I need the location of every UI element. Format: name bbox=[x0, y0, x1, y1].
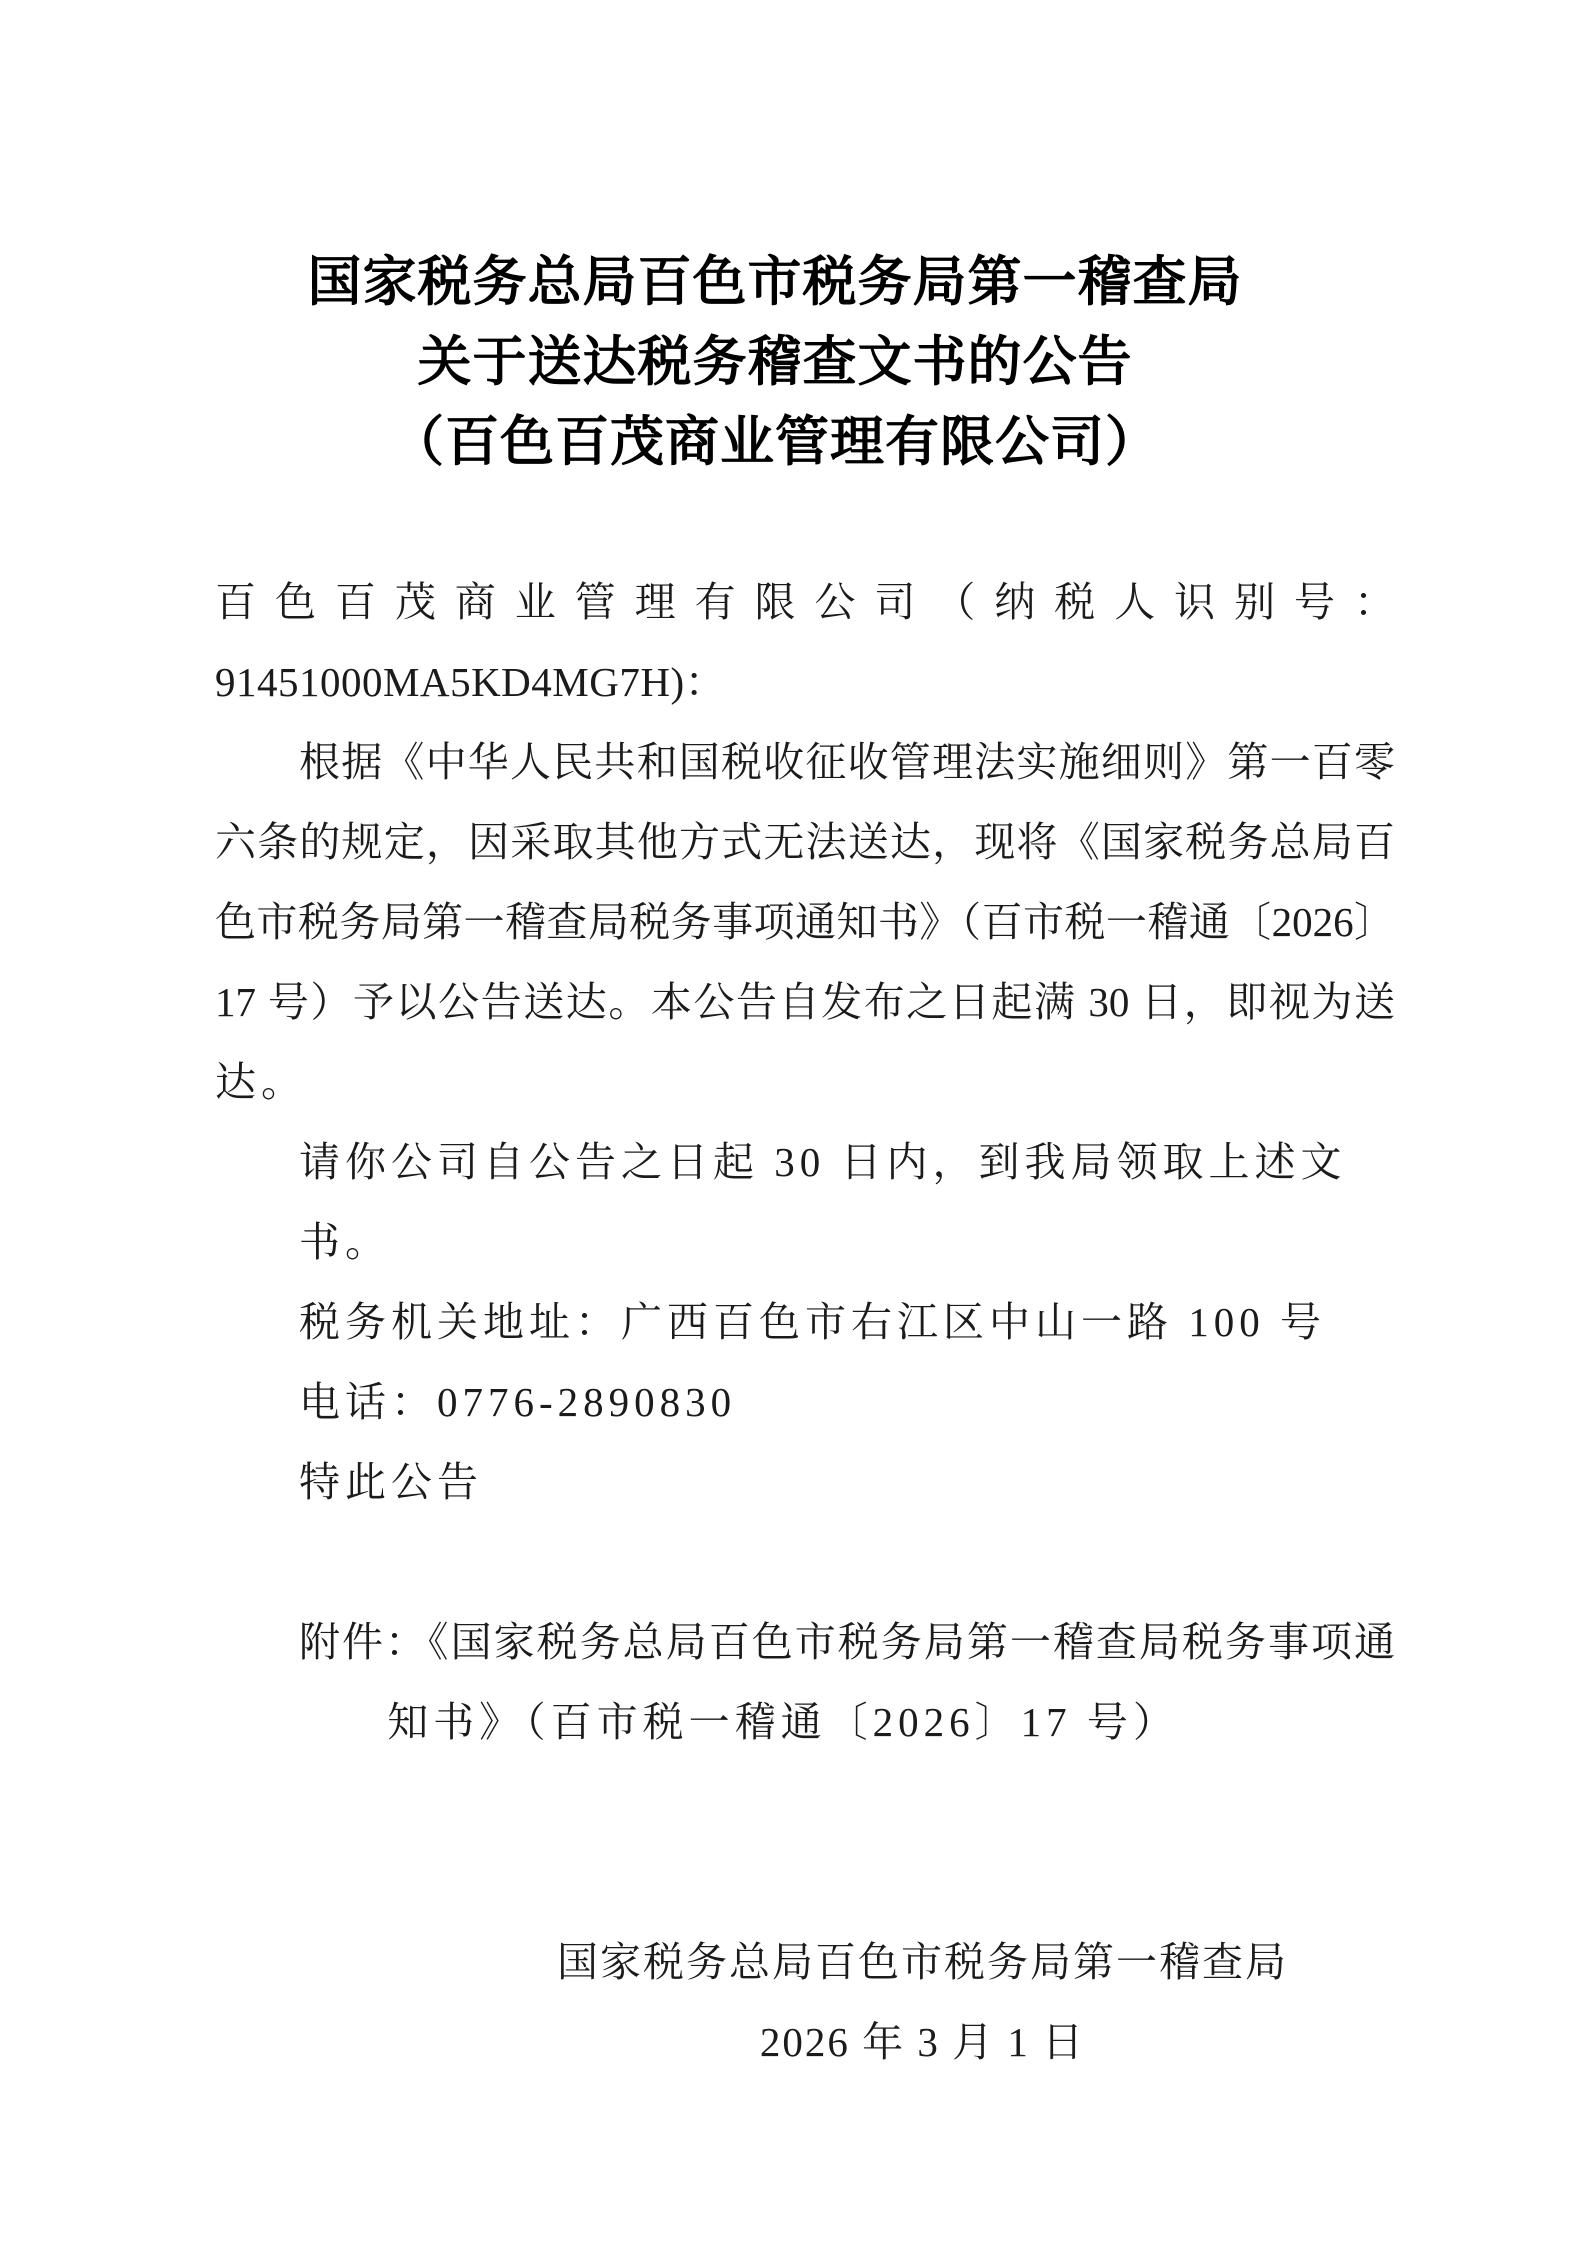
body-line: 特此公告 bbox=[299, 1459, 483, 1505]
body-line: 知书》（百市税一稽通〔2026〕17 号） bbox=[387, 1699, 1179, 1745]
signature-date: 2026 年 3 月 1 日 bbox=[759, 2019, 1086, 2065]
body-line: 百色百茂商业管理有限公司（纳税人识别号： bbox=[215, 579, 1395, 625]
body-line: 17 号）予以公告送达。本公告自发布之日起满 30 日，即视为送 bbox=[215, 979, 1395, 1025]
document-title bbox=[185, 242, 1365, 482]
signature-issuer: 国家税务总局百色市税务局第一稽查局 bbox=[557, 1939, 1288, 1985]
body-line: 电话：0776-2890830 bbox=[299, 1379, 737, 1425]
body-line: 达。 bbox=[215, 1059, 307, 1105]
body-line: 91451000MA5KD4MG7H)： bbox=[215, 659, 727, 705]
body-line: 税务机关地址：广西百色市右江区中山一路 100 号 bbox=[299, 1299, 1326, 1345]
signature-block bbox=[557, 1922, 1288, 2082]
body-line: 根据《中华人民共和国税收征收管理法实施细则》第一百零 bbox=[299, 739, 1395, 785]
title-line-2: 关于送达税务稽查文书的公告 bbox=[417, 332, 1133, 392]
body-line: 附件：《国家税务总局百色市税务局第一稽查局税务事项通 bbox=[299, 1619, 1395, 1665]
document-body bbox=[215, 562, 1395, 1762]
body-line: 色市税务局第一稽查局税务事项通知书》（百市税一稽通〔2026〕 bbox=[215, 899, 1395, 945]
body-line: 六条的规定，因采取其他方式无法送达，现将《国家税务总局百 bbox=[215, 819, 1395, 865]
body-lines bbox=[215, 562, 1395, 1762]
title-line-1: 国家税务总局百色市税务局第一稽查局 bbox=[307, 252, 1243, 312]
title-line-3: （百色百茂商业管理有限公司） bbox=[390, 412, 1160, 472]
body-line: 请你公司自公告之日起 30 日内，到我局领取上述文书。 bbox=[299, 1139, 1347, 1265]
